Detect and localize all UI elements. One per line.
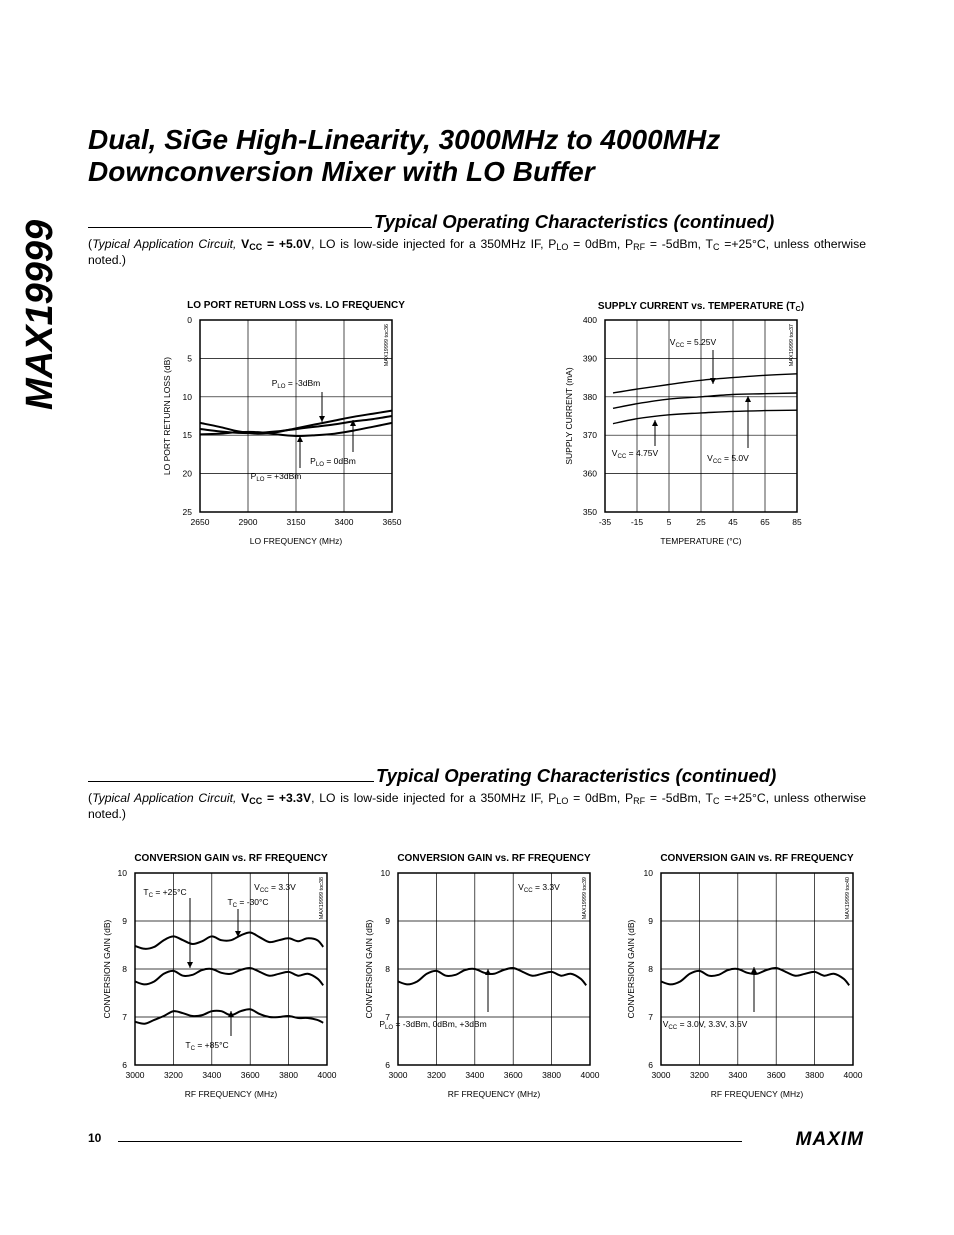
y-tick-label: 8 xyxy=(385,964,390,974)
y-tick-label: 360 xyxy=(582,468,597,479)
operating-conditions: (Typical Application Circuit, $V_{CC} = +3.3V$, LO is low-side injected for a 350MHz IF, $P_{LO} = 0dBm$, $P_{RF} = -5dBm$, $T_C =+25^\circ C$, unless otherwise noted.) xyxy=(88,791,867,821)
y-tick-label: 20 xyxy=(182,468,192,479)
x-tick-label: 4000 xyxy=(843,1070,863,1080)
x-tick-label: 2650 xyxy=(190,517,210,527)
x-tick-label: 3800 xyxy=(805,1070,825,1080)
y-tick-label: 7 xyxy=(385,1012,390,1022)
annotation-label: $P_{LO} = -3dBm$, 0dBm, +3dBm xyxy=(379,1019,487,1031)
x-tick-label: 3200 xyxy=(689,1070,709,1080)
x-tick-label: -35 xyxy=(598,517,612,527)
figure-code: MAX19999 toc36 xyxy=(384,324,390,367)
x-tick-label: 3600 xyxy=(766,1070,786,1080)
y-tick-label: 8 xyxy=(648,964,653,974)
x-tick-label: 4000 xyxy=(580,1070,600,1080)
x-tick-label: 5 xyxy=(666,517,672,527)
side-part-number xyxy=(12,210,62,410)
x-tick-label: 85 xyxy=(792,517,802,527)
y-tick-label: 6 xyxy=(122,1060,127,1070)
series-line xyxy=(135,968,323,985)
y-tick-label: 10 xyxy=(117,868,127,878)
chart-title: LO PORT RETURN LOSS vs. LO FREQUENCY xyxy=(187,300,405,311)
annotation-label: $V_{CC} = 5.0V$ xyxy=(707,453,749,465)
y-tick-label: 350 xyxy=(582,507,597,517)
annotation-label: $V_{CC} = 3.0V$, 3.3V, 3.6V xyxy=(662,1019,748,1031)
section-rule xyxy=(88,781,374,782)
y-tick-label: 7 xyxy=(122,1012,127,1022)
annotation-arrowhead xyxy=(652,420,658,426)
chart-lo-port-return-loss xyxy=(150,292,420,552)
y-tick-label: 7 xyxy=(648,1012,653,1022)
x-tick-label: 3400 xyxy=(334,517,354,527)
document-title: Dual, SiGe High-Linearity, 3000MHz to 4000MHz Downconversion Mixer with LO Buffer xyxy=(88,124,721,187)
x-tick-label: 3650 xyxy=(382,517,402,527)
series-line xyxy=(613,410,797,423)
annotation-arrowhead xyxy=(751,967,757,973)
figure-code: MAX19999 toc37 xyxy=(789,324,795,367)
figure-code: MAX19999 toc40 xyxy=(845,877,851,920)
chart-conversion-gain-lo-power xyxy=(350,845,610,1110)
series-line xyxy=(135,932,323,948)
annotation-label: $V_{CC} = 5.25V$ xyxy=(669,337,717,349)
figure-code: MAX19999 toc38 xyxy=(319,877,325,920)
y-axis-label: CONVERSION GAIN (dB) xyxy=(102,919,112,1019)
x-axis-label: RF FREQUENCY (MHz) xyxy=(184,1089,278,1099)
annotation-arrowhead xyxy=(187,962,193,968)
y-tick-label: 9 xyxy=(385,916,390,926)
x-axis-label: RF FREQUENCY (MHz) xyxy=(447,1089,541,1099)
annotation-label: $P_{LO} = 0dBm$ xyxy=(310,456,356,468)
x-tick-label: 25 xyxy=(696,517,706,527)
y-tick-label: 8 xyxy=(122,964,127,974)
x-tick-label: 3000 xyxy=(651,1070,671,1080)
annotation-arrowhead xyxy=(710,378,716,384)
side-part-number-text: MAX19999 xyxy=(19,219,61,410)
section-rule xyxy=(88,227,372,228)
y-tick-label: 25 xyxy=(182,507,192,517)
x-tick-label: 45 xyxy=(728,517,738,527)
chart-title: CONVERSION GAIN vs. RF FREQUENCY xyxy=(660,853,854,864)
chart-conversion-gain-temperature xyxy=(88,845,348,1110)
x-tick-label: 3150 xyxy=(286,517,306,527)
annotation-label: $V_{CC} = 3.3V$ xyxy=(518,882,560,894)
y-tick-label: 390 xyxy=(582,353,597,364)
x-tick-label: 3000 xyxy=(125,1070,145,1080)
y-tick-label: 370 xyxy=(582,430,597,441)
annotation-label: $V_{CC} = 3.3V$ xyxy=(254,882,296,894)
annotation-label: $T_C = +85^\circ C$ xyxy=(185,1040,229,1052)
annotation-label: $P_{LO} = +3dBm$ xyxy=(250,471,302,483)
x-tick-label: 3400 xyxy=(728,1070,748,1080)
y-tick-label: 380 xyxy=(582,391,597,402)
x-axis-label: RF FREQUENCY (MHz) xyxy=(710,1089,804,1099)
maxim-logo-text: MAXIM xyxy=(795,1129,864,1147)
series-line xyxy=(398,968,586,985)
footer-rule xyxy=(118,1141,742,1142)
y-axis-label: LO PORT RETURN LOSS (dB) xyxy=(162,356,172,476)
figure-code: MAX19999 toc39 xyxy=(582,877,588,920)
x-axis-label: TEMPERATURE (°C) xyxy=(660,536,742,546)
x-axis-label: LO FREQUENCY (MHz) xyxy=(249,536,343,546)
y-tick-label: 10 xyxy=(182,391,192,402)
section-heading: Typical Operating Characteristics (continued) xyxy=(374,211,775,232)
operating-conditions: (Typical Application Circuit, $V_{CC} = +5.0V$, LO is low-side injected for a 350MHz IF, $P_{LO} = 0dBm$, $P_{RF} = -5dBm$, $T_C =+25^\circ C$, unless otherwise noted.) xyxy=(88,237,867,267)
maxim-logo xyxy=(756,1129,866,1147)
x-tick-label: 3600 xyxy=(503,1070,523,1080)
x-tick-label: 3000 xyxy=(388,1070,408,1080)
y-tick-label: 6 xyxy=(385,1060,390,1070)
x-tick-label: 3800 xyxy=(542,1070,562,1080)
y-tick-label: 9 xyxy=(122,916,127,926)
y-axis-label: SUPPLY CURRENT (mA) xyxy=(564,367,574,465)
annotation-label: $P_{LO} = -3dBm$ xyxy=(271,378,321,390)
x-tick-label: 3400 xyxy=(202,1070,222,1080)
y-tick-label: 10 xyxy=(643,868,653,878)
chart-supply-current xyxy=(550,292,820,552)
y-tick-label: 6 xyxy=(648,1060,653,1070)
x-tick-label: 65 xyxy=(760,517,770,527)
y-tick-label: 15 xyxy=(182,430,192,441)
x-tick-label: 3200 xyxy=(426,1070,446,1080)
x-tick-label: 2900 xyxy=(238,517,258,527)
series-line xyxy=(613,374,797,393)
y-tick-label: 10 xyxy=(380,868,390,878)
annotation-label: $V_{CC} = 4.75V$ xyxy=(611,448,659,460)
y-tick-label: 0 xyxy=(187,315,192,325)
y-tick-label: 9 xyxy=(648,916,653,926)
annotation-arrowhead xyxy=(319,416,325,422)
page-number: 10 xyxy=(88,1131,102,1145)
series-line xyxy=(613,393,797,408)
x-tick-label: 3800 xyxy=(279,1070,299,1080)
annotation-label: $T_C = -30^\circ C$ xyxy=(227,897,269,909)
y-axis-label: CONVERSION GAIN (dB) xyxy=(364,919,374,1019)
x-tick-label: 4000 xyxy=(317,1070,337,1080)
chart-conversion-gain-vcc xyxy=(612,845,872,1110)
y-axis-label: CONVERSION GAIN (dB) xyxy=(626,919,636,1019)
section-heading: Typical Operating Characteristics (continued) xyxy=(376,765,777,786)
y-tick-label: 400 xyxy=(582,315,597,325)
x-tick-label: -15 xyxy=(630,517,644,527)
y-tick-label: 5 xyxy=(187,353,192,364)
chart-title: CONVERSION GAIN vs. RF FREQUENCY xyxy=(397,853,591,864)
chart-title: CONVERSION GAIN vs. RF FREQUENCY xyxy=(134,853,328,864)
annotation-arrowhead xyxy=(485,969,491,975)
x-tick-label: 3200 xyxy=(163,1070,183,1080)
x-tick-label: 3600 xyxy=(240,1070,260,1080)
annotation-label: $T_C = +25^\circ C$ xyxy=(143,887,187,899)
chart-title: SUPPLY CURRENT vs. TEMPERATURE $(T_C)$ xyxy=(597,301,805,313)
x-tick-label: 3400 xyxy=(465,1070,485,1080)
